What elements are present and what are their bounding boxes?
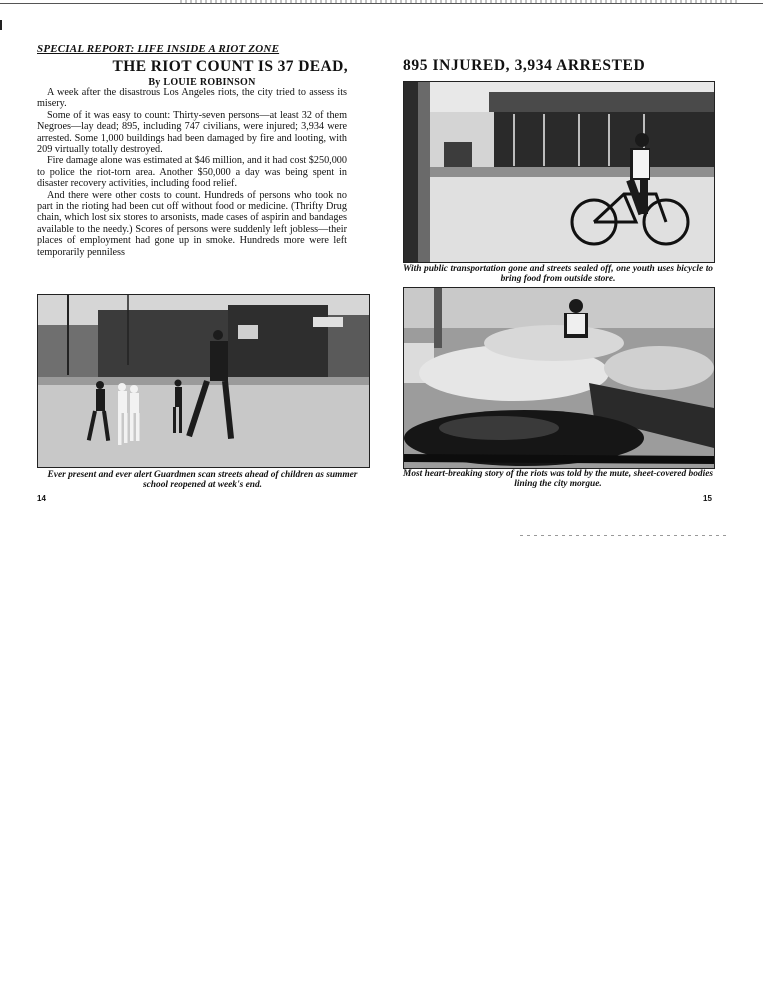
paragraph: And there were other costs to count. Hundreds of persons who took no part in the rioting had been cut off without food or medicine. (Thrifty Drug chain, which lost six stores to arsonists, made cases of aspirin and bandages available to the needy.) Scores of persons were suddenly left jobless—their places of employment had gone up in smoke. Hundreds more were left temporarily penniless xyxy=(37,189,347,258)
paragraph: A week after the disastrous Los Angeles riots, the city tried to assess its misery. xyxy=(37,87,347,110)
article-headline: THE RIOT COUNT IS 37 DEAD, xyxy=(112,58,348,75)
bicycle-youth-photo xyxy=(403,81,715,263)
top-rule xyxy=(0,3,763,4)
page-number: 15 xyxy=(703,494,712,503)
article-body xyxy=(37,87,347,258)
guardmen-street-photo xyxy=(37,294,370,468)
scan-edge-noise xyxy=(520,535,730,536)
paragraph: Some of it was easy to count: Thirty-seven persons—at least 32 of them Negroes—lay dead; 895, including 747 civilians, were injured; 3,934 were arrested. Some 1,000 buildings had been damaged by fire and looting, with 209 virtually totally destroyed. xyxy=(37,109,347,156)
photo-caption: With public transportation gone and streets sealed off, one youth uses bicycle to bring food from outside store. xyxy=(403,264,713,284)
page-number: 14 xyxy=(37,494,46,503)
section-kicker: SPECIAL REPORT: LIFE INSIDE A RIOT ZONE xyxy=(37,43,280,55)
article-headline-continued: 895 INJURED, 3,934 ARRESTED xyxy=(403,57,646,74)
paragraph: Fire damage alone was estimated at $46 million, and it had cost $250,000 to police the riot-torn area. Another $50,000 a day was being spent in disaster recovery activities, including food relief. xyxy=(37,155,347,190)
margin-mark xyxy=(0,20,2,30)
photo-caption: Ever present and ever alert Guardmen scan streets ahead of children as summer school reopened at week's end. xyxy=(47,470,358,490)
morgue-photo xyxy=(403,287,715,469)
byline: By LOUIE ROBINSON xyxy=(148,77,256,88)
photo-caption: Most heart-breaking story of the riots was told by the mute, sheet-covered bodies lining the city morgue. xyxy=(403,469,713,489)
